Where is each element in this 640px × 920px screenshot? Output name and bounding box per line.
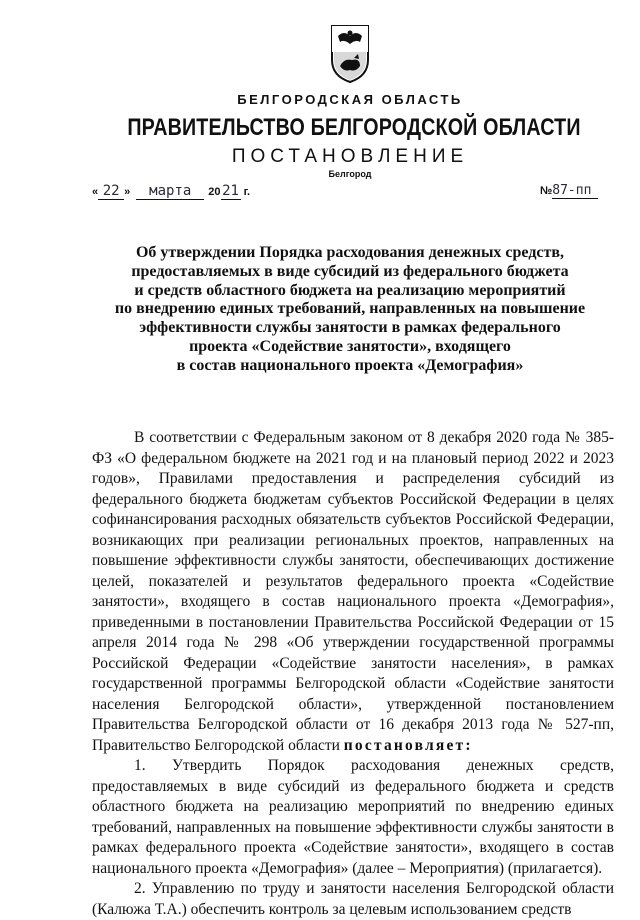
date-year-mark: г. <box>243 186 251 198</box>
title-line: и средств областного бюджета на реализацию мероприятий <box>134 281 566 299</box>
document-type: ПОСТАНОВЛЕНИЕ <box>231 146 469 167</box>
government-name: ПРАВИТЕЛЬСТВО БЕЛГОРОДСКОЙ ОБЛАСТИ <box>127 114 581 141</box>
title-line: эффективности службы занятости в рамках федерального <box>139 319 561 337</box>
item-1-paragraph: 1. Утвердить Порядок расходования денежных средств, предоставляемых в виде субсидий из федерального бюджета и средств областного бюджета на реализацию мероприятий по внедрению единых требований, направленных на повышение эффективности службы занятости в рамках федерального проекта «Содействие занятости», входящего в состав национального проекта «Демография» (далее – Мероприятия) (прилагается). <box>92 757 614 877</box>
title-line: проекта «Содействие занятости», входящего <box>189 337 511 355</box>
decree-number <box>540 183 598 199</box>
resolves-word: постановляет: <box>343 736 473 754</box>
number-sign: № <box>540 185 553 197</box>
region-name: БЕЛГОРОДСКАЯ ОБЛАСТЬ <box>237 92 463 107</box>
document-title <box>0 244 640 376</box>
date-year-suffix: 21 <box>222 183 239 199</box>
decree-date <box>92 183 250 200</box>
coat-of-arms-icon <box>330 22 370 84</box>
date-month: марта <box>136 183 204 200</box>
date-open-quote: « <box>92 186 99 198</box>
document-body <box>92 428 614 920</box>
city-name: Белгород <box>328 169 372 179</box>
item-2-paragraph: 2. Управлению по труду и занятости населения Белгородской области (Калюжа Т.А.) обеспечить контроль за целевым использованием средств <box>92 880 614 918</box>
title-line: по внедрению единых требований, направленных на повышение <box>114 300 586 318</box>
title-line: предоставляемых в виде субсидий из федерального бюджета <box>131 262 569 280</box>
date-year-prefix: 20 <box>208 186 221 198</box>
title-line: Об утверждении Порядка расходования денежных средств, <box>135 244 565 261</box>
date-close-quote: » <box>124 186 131 198</box>
preamble-text: В соответствии с Федеральным законом от 8 декабря 2020 года № 385-ФЗ «О федеральном бюджете на 2021 год и на плановый период 2022 и 2023 годов», Правилами предоставления и распределения субсидий из федерального бюджета бюджетам субъектов Российской Федерации в целях софинансирования расходных обязательств субъектов Российской Федерации, возникающих при реализации региональных проектов, направленных на повышение эффективности службы занятости, обеспечивающих достижение целей, показателей и результатов федерального проекта «Содействие занятости», входящего в состав национального проекта «Демография», приведенными в постановлении Правительства Российской Федерации от 15 апреля 2014 года № 298 «Об утверждении государственной программы Российской Федерации «Содействие занятости населения», в рамках государственной программы Белгородской области «Содействие занятости населения Белгородской области», утвержденной постановлением Правительства Белгородской области от 16 декабря 2013 года № 527-пп, Правительство Белгородской области <box>92 429 614 754</box>
number-value: 87-пп <box>552 183 598 199</box>
preamble-paragraph <box>92 428 614 756</box>
date-day: 22 <box>98 183 124 200</box>
title-line: в состав национального проекта «Демография» <box>176 356 524 374</box>
